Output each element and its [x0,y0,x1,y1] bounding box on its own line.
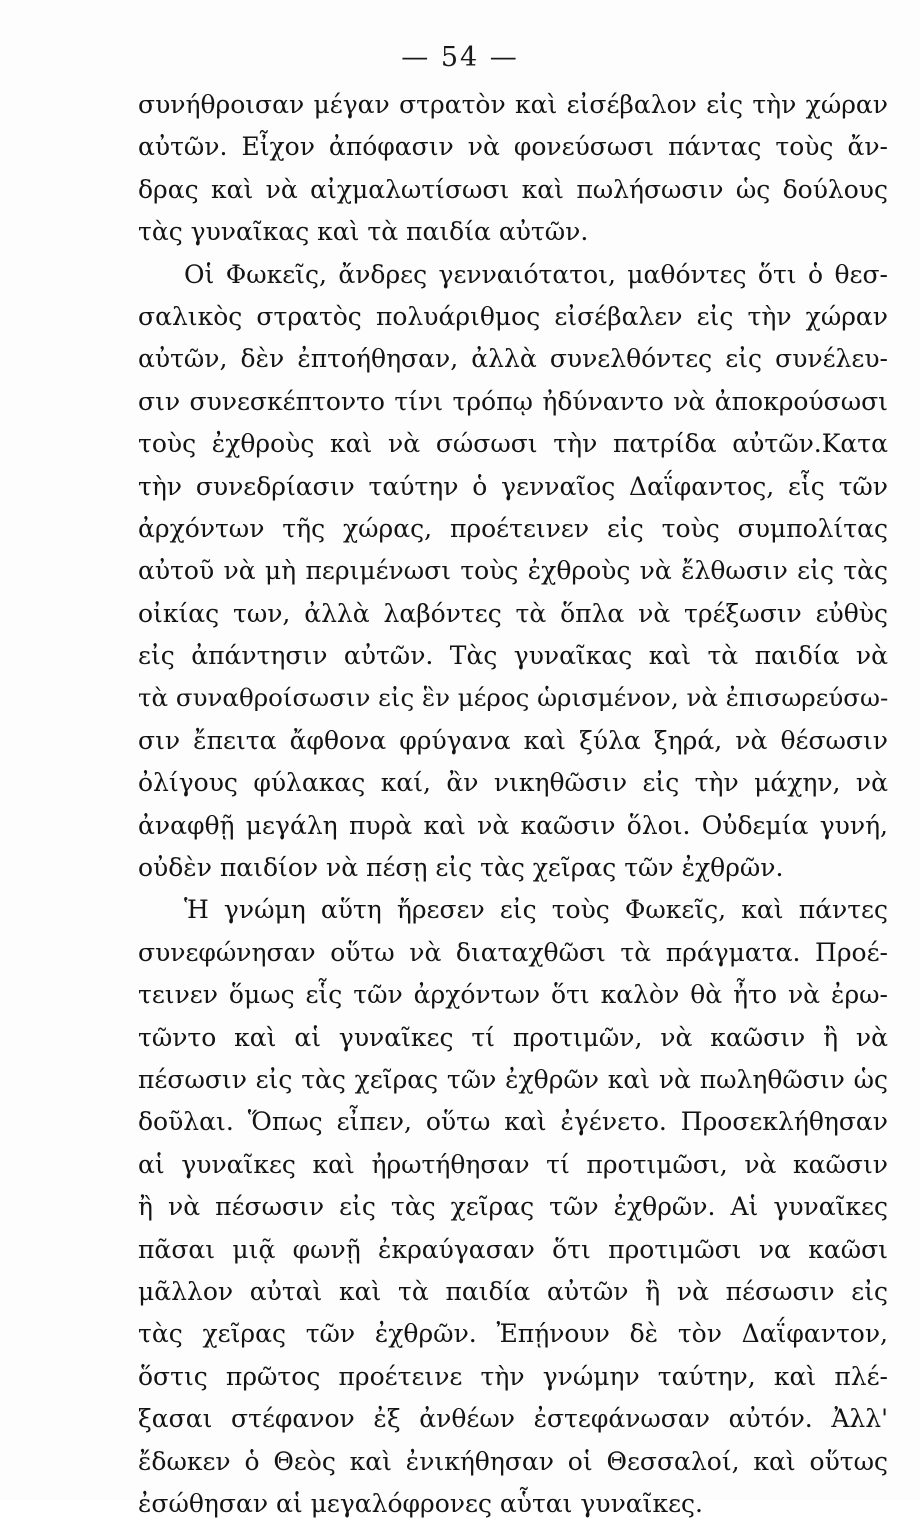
text-line: δρας καὶ νὰ αἰχμαλωτίσωσι καὶ πωλήσωσιν ὡς δούλους [138,174,888,204]
text-line: πᾶσαι μιᾷ φωνῇ ἐκραύγασαν ὅτι προτιμῶσι να καῶσι [138,1234,888,1264]
text-line: αἱ γυναῖκες καὶ ἠρωτήθησαν τί προτιμῶσι, νὰ καῶσιν [138,1149,888,1179]
text-line: ξασαι στέφανον ἐξ ἀνθέων ἐστεφάνωσαν αὐτόν. Ἀλλ' [138,1404,888,1434]
text-line: ἐσώθησαν αἱ μεγαλόφρονες αὗται γυναῖκες. [138,1488,703,1518]
text-line: αὐτῶν, δὲν ἐπτοήθησαν, ἀλλὰ συνελθόντες εἰς συνέλευ- [138,344,888,374]
text-line: εἰς ἀπάντησιν αὐτῶν. Τὰς γυναῖκας καὶ τὰ παιδία νὰ [138,641,888,671]
text-line: συνήθροισαν μέγαν στρατὸν καὶ εἰσέβαλον εἰς τὴν χώραν [138,90,888,119]
text-line: τὰς χεῖρας τῶν ἐχθρῶν. Ἐπῄνουν δὲ τὸν Δαΐφαντον, [138,1319,888,1349]
text-line: τὴν συνεδρίασιν ταύτην ὁ γενναῖος Δαΐφαντος, εἷς τῶν [138,471,888,501]
text-line: οὐδὲν παιδίον νὰ πέσῃ εἰς τὰς χεῖρας τῶν ἐχθρῶν. [138,853,784,883]
text-line: πέσωσιν εἰς τὰς χεῖρας τῶν ἐχθρῶν καὶ νὰ πωληθῶσιν ὡς [138,1064,888,1094]
text-line: ἀναφθῇ μεγάλη πυρὰ καὶ νὰ καῶσιν ὅλοι. Οὐδεμία γυνή, [138,810,888,840]
text-line: τοὺς ἐχθροὺς καὶ νὰ σώσωσι τὴν πατρίδα αὐτῶν.Κατα [138,429,888,459]
text-line: ὅστις πρῶτος προέτεινε τὴν γνώμην ταύτην, καὶ πλέ- [138,1361,888,1391]
text-line: δοῦλαι. Ὅπως εἶπεν, οὕτω καὶ ἐγένετο. Προσεκλήθησαν [138,1107,888,1137]
text-line: τὰ συναθροίσωσιν εἰς ἓν μέρος ὡρισμένον, νὰ ἐπισωρεύσω- [138,683,889,713]
text-line: ἢ νὰ πέσωσιν εἰς τὰς χεῖρας τῶν ἐχθρῶν. Αἱ γυναῖκες [138,1192,888,1222]
page-number: — 54 — [401,42,519,73]
text-line: ἀρχόντων τῆς χώρας, προέτεινεν εἰς τοὺς συμπολίτας [138,513,888,543]
text-line: αὐτῶν. Εἶχον ἀπόφασιν νὰ φονεύσωσι πάντας τοὺς ἄν- [138,132,888,162]
body-text [138,84,888,1525]
text-line: ἔδωκεν ὁ Θεὸς καὶ ἐνικήθησαν οἱ Θεσσαλοί, καὶ οὕτως [138,1446,888,1476]
text-line: αὐτοῦ νὰ μὴ περιμένωσι τοὺς ἐχθροὺς νὰ ἔλθωσιν εἰς τὰς [138,556,888,586]
paragraph-start-line: Ἡ γνώμη αὕτη ἤρεσεν εἰς τοὺς Φωκεῖς, καὶ πάντες [184,895,888,925]
text-line: τεινεν ὅμως εἷς τῶν ἀρχόντων ὅτι καλὸν θὰ ἦτο νὰ ἐρω- [138,980,888,1010]
text-line: οἰκίας των, ἀλλὰ λαβόντες τὰ ὅπλα νὰ τρέξωσιν εὐθὺς [138,598,888,628]
text-line: σιν ἔπειτα ἄφθονα φρύγανα καὶ ξύλα ξηρά, νὰ θέσωσιν [138,725,888,755]
paragraph-start-line: Οἱ Φωκεῖς, ἄνδρες γενναιότατοι, μαθόντες ὅτι ὁ θεσ- [184,259,888,289]
text-line: σιν συνεσκέπτοντο τίνι τρόπῳ ἠδύναντο νὰ ἀποκρούσωσι [138,386,888,416]
text-line: τὰς γυναῖκας καὶ τὰ παιδία αὐτῶν. [138,217,589,247]
text-line: συνεφώνησαν οὕτω νὰ διαταχθῶσι τὰ πράγματα. Προέ- [138,937,888,967]
text-line: μᾶλλον αὐταὶ καὶ τὰ παιδία αὐτῶν ἢ νὰ πέσωσιν εἰς [138,1276,888,1306]
text-line: σαλικὸς στρατὸς πολυάριθμος εἰσέβαλεν εἰς τὴν χώραν [138,301,888,331]
text-line: ὀλίγους φύλακας καί, ἂν νικηθῶσιν εἰς τὴν μάχην, νὰ [138,768,888,798]
text-line: τῶντο καὶ αἱ γυναῖκες τί προτιμῶν, νὰ καῶσιν ἢ νὰ [138,1022,888,1052]
